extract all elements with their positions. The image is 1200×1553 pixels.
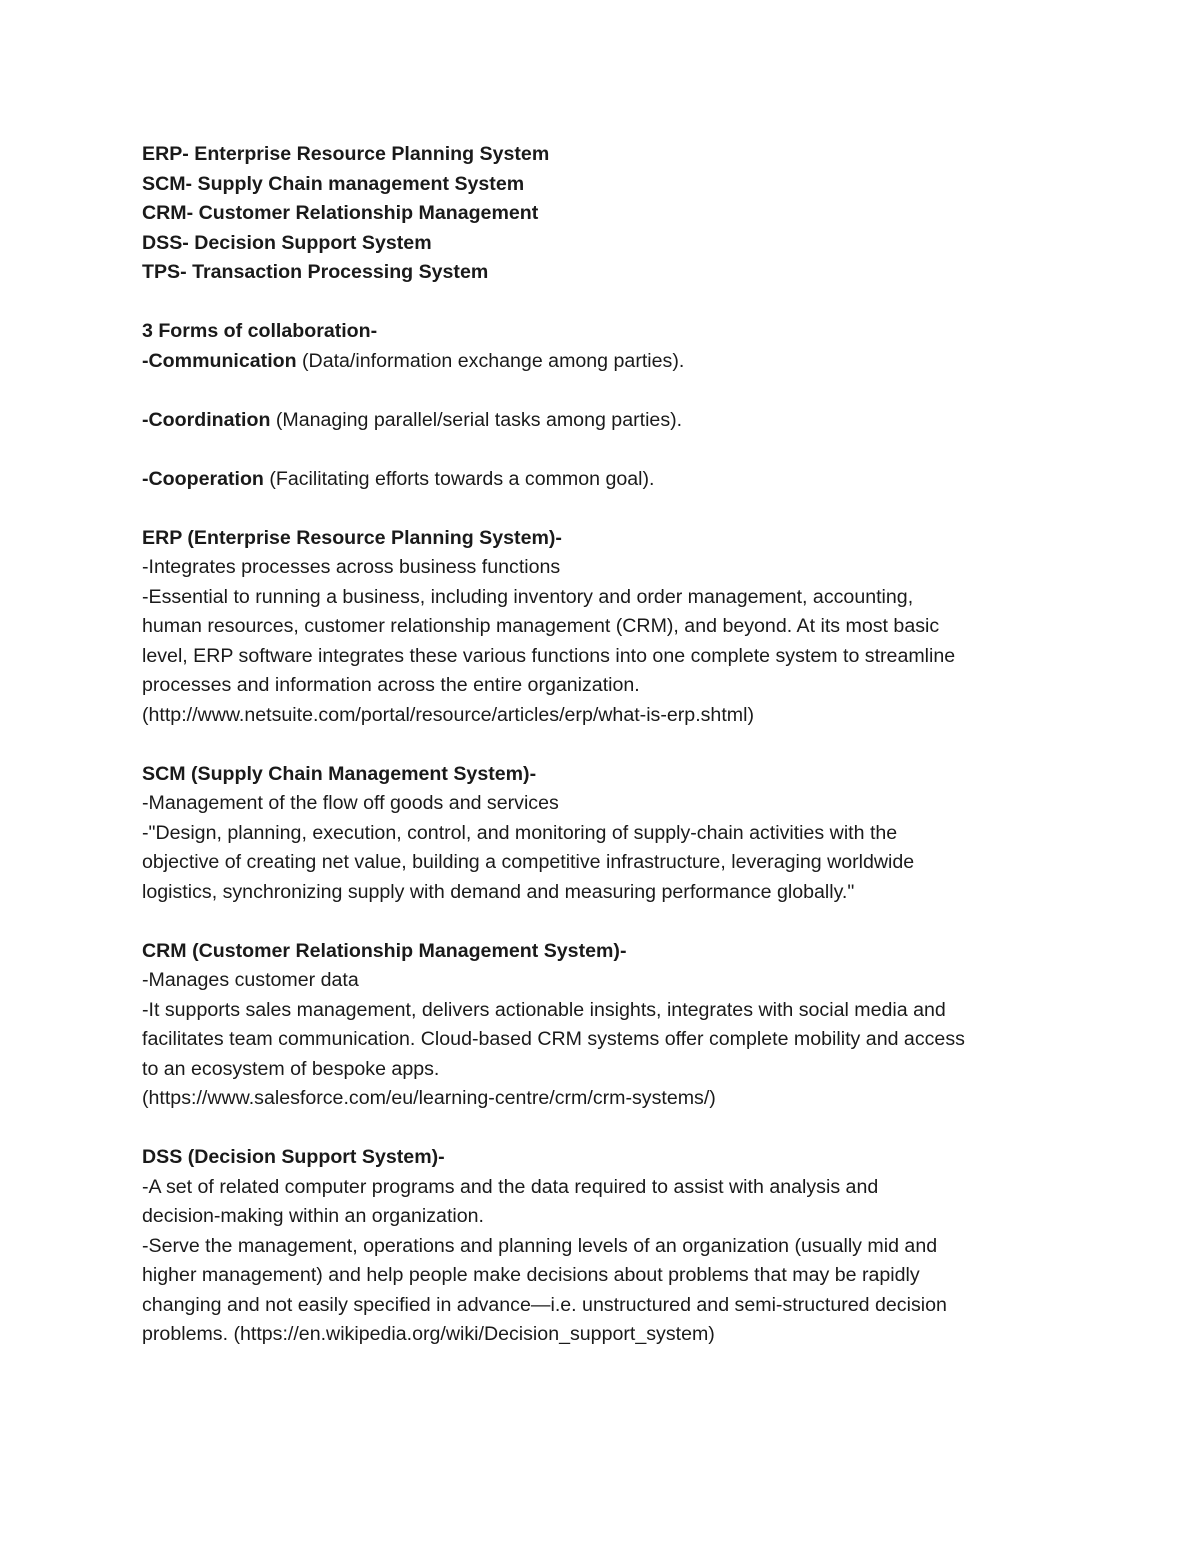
erp-line: level, ERP software integrates these various functions into one complete system to streamline xyxy=(142,644,956,667)
crm-heading: CRM (Customer Relationship Management System)- xyxy=(142,939,627,962)
collaboration-item xyxy=(142,465,1072,495)
acronym-scm: SCM- Supply Chain management System xyxy=(142,172,525,195)
spacer xyxy=(142,288,1072,318)
dss-line: -Serve the management, operations and planning levels of an organization (usually mid and xyxy=(142,1234,938,1257)
collaboration-heading: 3 Forms of collaboration- xyxy=(142,320,378,342)
acronym-crm: CRM- Customer Relationship Management xyxy=(142,202,539,224)
erp-line: processes and information across the entire organization. xyxy=(142,674,640,696)
scm-line: logistics, synchronizing supply with demand and measuring performance globally." xyxy=(142,880,855,903)
document-page xyxy=(142,140,1072,1350)
dss-line: -A set of related computer programs and the data required to assist with analysis and xyxy=(142,1175,879,1198)
scm-section xyxy=(142,760,1072,908)
scm-heading: SCM (Supply Chain Management System)- xyxy=(142,762,537,785)
spacer xyxy=(142,376,1072,406)
collaboration-section xyxy=(142,317,1072,494)
collaboration-term: -Communication xyxy=(142,349,297,372)
erp-line: -Essential to running a business, including inventory and order management, accounting, xyxy=(142,585,914,608)
scm-line: -Management of the flow off goods and services xyxy=(142,792,559,814)
scm-line: objective of creating net value, building a competitive infrastructure, leveraging worldwide xyxy=(142,851,915,873)
dss-line: problems. (https://en.wikipedia.org/wiki/Decision_support_system) xyxy=(142,1323,715,1345)
erp-line: -Integrates processes across business functions xyxy=(142,556,561,578)
dss-line: higher management) and help people make decisions about problems that may be rapidly xyxy=(142,1264,920,1286)
collaboration-term: -Coordination xyxy=(142,408,271,431)
spacer xyxy=(142,730,1072,760)
acronym-erp: ERP- Enterprise Resource Planning System xyxy=(142,143,550,165)
crm-line: -Manages customer data xyxy=(142,969,359,991)
acronym-dss: DSS- Decision Support System xyxy=(142,231,432,254)
spacer xyxy=(142,907,1072,937)
crm-section xyxy=(142,937,1072,1114)
collaboration-desc: (Data/information exchange among parties). xyxy=(296,349,685,372)
crm-line: to an ecosystem of bespoke apps. xyxy=(142,1057,440,1080)
collaboration-term: -Cooperation xyxy=(142,467,264,490)
crm-source-link: (https://www.salesforce.com/eu/learning-centre/crm/crm-systems/) xyxy=(142,1087,716,1109)
scm-line: -"Design, planning, execution, control, and monitoring of supply-chain activities with the xyxy=(142,821,898,844)
collaboration-desc: (Managing parallel/serial tasks among parties). xyxy=(270,408,683,431)
erp-section xyxy=(142,524,1072,731)
collaboration-item xyxy=(142,406,1072,436)
erp-heading: ERP (Enterprise Resource Planning System)- xyxy=(142,526,562,549)
erp-source-link: (http://www.netsuite.com/portal/resource/articles/erp/what-is-erp.shtml) xyxy=(142,703,754,726)
dss-line: decision-making within an organization. xyxy=(142,1205,484,1227)
erp-line: human resources, customer relationship management (CRM), and beyond. At its most basic xyxy=(142,615,940,637)
acronym-tps: TPS- Transaction Processing System xyxy=(142,261,489,283)
acronym-list xyxy=(142,140,1072,288)
dss-section xyxy=(142,1143,1072,1350)
dss-line: changing and not easily specified in advance—i.e. unstructured and semi-structured decision xyxy=(142,1293,947,1316)
spacer xyxy=(142,1114,1072,1144)
collaboration-desc: (Facilitating efforts towards a common goal). xyxy=(263,467,655,490)
spacer xyxy=(142,435,1072,465)
dss-heading: DSS (Decision Support System)- xyxy=(142,1146,445,1168)
spacer xyxy=(142,494,1072,524)
crm-line: facilitates team communication. Cloud-based CRM systems offer complete mobility and access xyxy=(142,1028,965,1050)
collaboration-item xyxy=(142,347,1072,377)
crm-line: -It supports sales management, delivers actionable insights, integrates with social media and xyxy=(142,998,946,1021)
